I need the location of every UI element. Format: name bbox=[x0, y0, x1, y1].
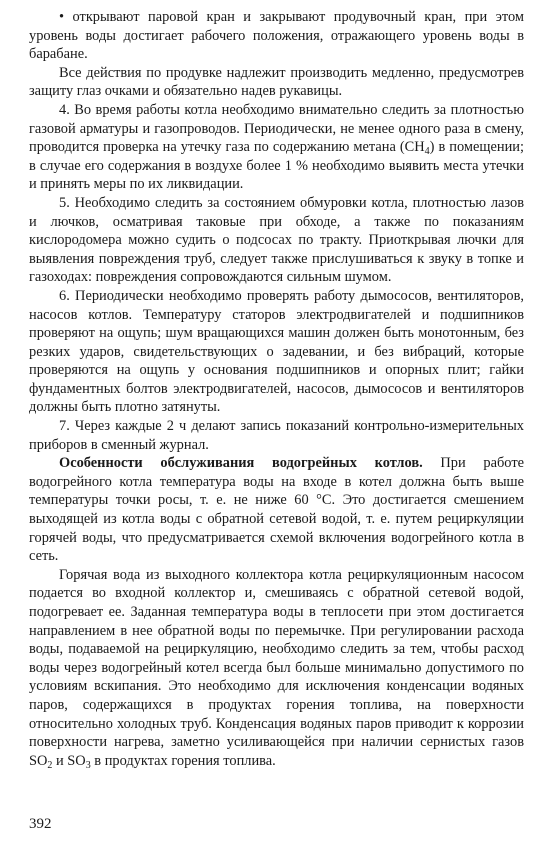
text-segment: ) в помещении; в случае его содержания в воздухе более 1 % необходимо выявить места утечки и принять меры по их ликвидации. bbox=[29, 139, 524, 193]
text-segment: Все действия по продувке надлежит производить медленно, предусмотрев защиту глаз очками и обязательно надев рукавицы. bbox=[29, 64, 524, 100]
paragraph-item-6-fans-pumps bbox=[29, 287, 524, 417]
subscript: 3 bbox=[85, 759, 91, 771]
subscript: 4 bbox=[424, 146, 430, 158]
paragraph-hot-water-boilers bbox=[29, 454, 524, 566]
paragraph-bullet-steam-valve bbox=[29, 8, 524, 64]
text-segment: • открывают паровой кран и закрывают продувочный кран, при этом уровень воды достигает рабочего положения, отражающего уровень воды в барабане. bbox=[29, 9, 524, 63]
text-segment: в продуктах горения топлива. bbox=[90, 752, 276, 769]
section-heading: Особенности обслуживания водогрейных котлов. bbox=[59, 455, 423, 472]
paragraph-recirculation bbox=[29, 566, 524, 771]
text-segment: 7. Через каждые 2 ч делают запись показаний контрольно-измерительных приборов в сменный журнал. bbox=[29, 418, 524, 453]
page-number: 392 bbox=[29, 816, 52, 832]
text-segment: 4. Во время работы котла необходимо внимательно следить за плотностью газовой арматуры и газопроводов. Периодически, не менее одного раза в смену, проводится проверка на утечку газа по содержанию метана (CH bbox=[29, 101, 524, 156]
body-text bbox=[29, 8, 524, 770]
paragraph-item-4-gas-tightness bbox=[29, 101, 524, 194]
text-segment: 6. Периодически необходимо проверять работу дымососов, вентиляторов, насосов котлов. Температуру статоров электродвигателей и подшипников проверяют на ощупь; шум вращающихся машин должен быть монотонным, без резких ударов, свидетельствующих о задевании, и без вибраций, которые проверяются на ощупь у основания подшипников и опорных плит; гайки фундаментных болтов электродвигателей, насосов, дымососов и вентиляторов должны быть плотно затянуты. bbox=[29, 287, 524, 416]
text-segment: Горячая вода из выходного коллектора котла рециркуляционным насосом подается во входной коллектор и, смешиваясь с обратной сетевой водой, подогревает ее. Заданная температура воды в теплосети при этом достигается направлением в нее обратной воды по перемычке. При регулировании расхода воды, подаваемой на рециркуляцию, необходимо следить за тем, чтобы расход воды через водогрейный котел всегда был больше минимально допустимого по условиям вскипания. Это необходимо для исключения конденсации водяных паров, содержащихся в продуктах горения топлива, на поверхности относительно холодных труб. Конденсация водяных паров приводит к коррозии поверхности нагрева, заметно усиливающейся при наличии сернистых газов SO bbox=[29, 566, 524, 769]
paragraph-blowdown-safety bbox=[29, 64, 524, 101]
text-segment: 5. Необходимо следить за состоянием обмуровки котла, плотностью лазов и лючков, осматривая таковые при обходе, а также по показаниям кислородомера можно судить о подсосах по тракту. Приоткрывая лючки для выявления повреждения труб, следует также прислушиваться к звуку в топке и газоходах: повреждения сопровождаются сильным шумом. bbox=[29, 194, 524, 286]
subscript: 2 bbox=[47, 759, 53, 771]
text-segment: и SO bbox=[52, 752, 86, 769]
paragraph-item-5-brickwork bbox=[29, 194, 524, 287]
paragraph-item-7-log bbox=[29, 417, 524, 454]
text-segment: При работе водогрейного котла температура воды на входе в котел должна быть выше температуры точки росы, т. е. не ниже 60 °С. Это достигается смешением выходящей из котла воды с обратной сетевой водой, т. е. путем рециркуляции горячей воды, что предусматривается схемой включения водогрейного котла в сеть. bbox=[29, 455, 524, 565]
